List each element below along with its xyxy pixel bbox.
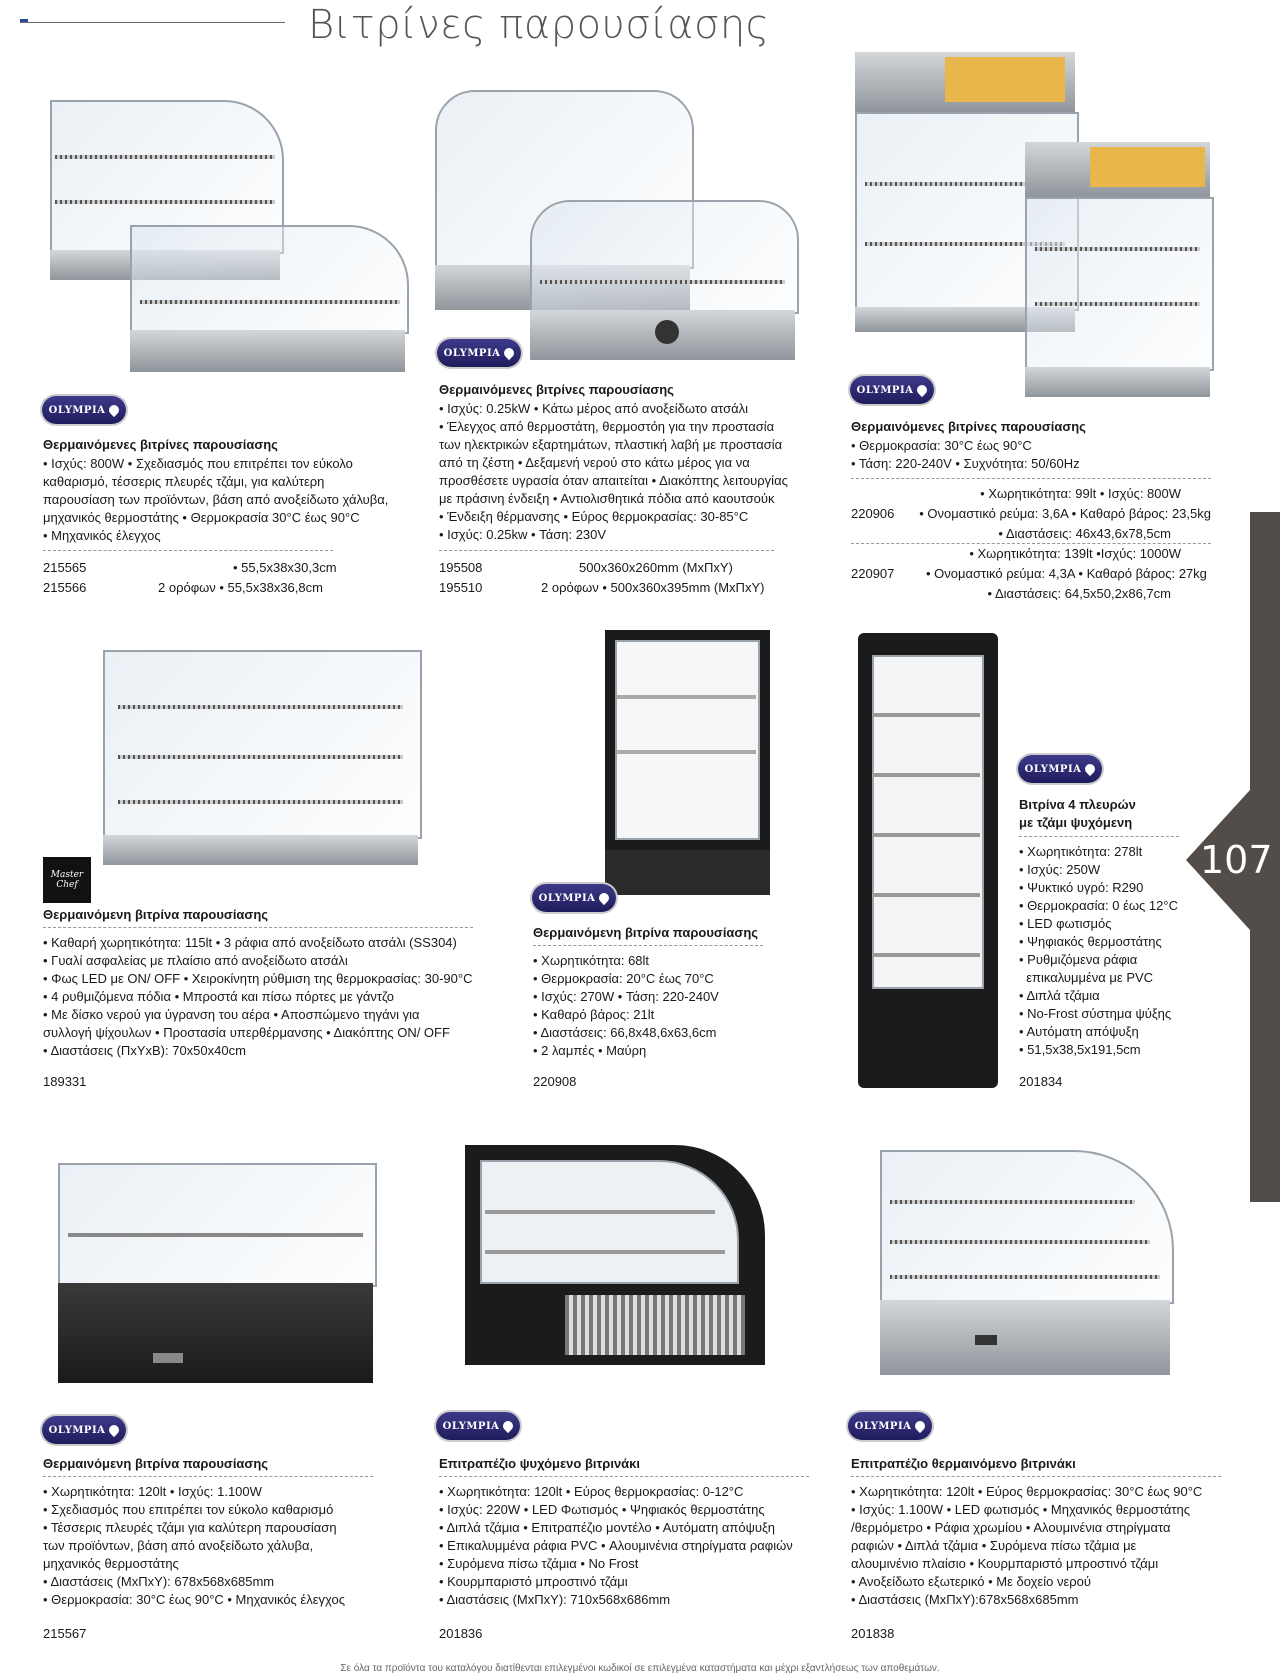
olympia-logo: OLYMPIA: [850, 376, 934, 404]
olympia-logo: OLYMPIA: [532, 884, 616, 912]
olympia-logo: OLYMPIA: [436, 1412, 520, 1440]
product-description: • Χωρητικότητα: 120lt • Εύρος θερμοκρασίας: 30°C έως 90°C • Ισχύς: 1.100W • LED φωτισμός • Μηχανικός θερμοστάτης /θερμόμετρο • Ράφια χρωμίου • Αλουμινένια στηρίγματα ραφιών • Διπλά τζάμια • Συρόμενα πίσω τζάμια με αλουμινένιο πλαίσιο • Κουρμπαριστό μπροστινό τζάμι • Ανοξείδωτο εξωτερικό • Με δοχείο νερού • Διαστάσεις (MxΠxY):678x568x685mm: [851, 1484, 1203, 1607]
product-title: Θερμαινόμενες βιτρίνες παρουσίασης: [43, 437, 278, 452]
product-image-3: [855, 52, 1215, 402]
product-image-4: [103, 650, 423, 875]
page-number: 107: [1200, 838, 1273, 882]
page-title: Βιτρίνες παρουσίασης: [308, 2, 770, 48]
product-code-row: 195508 500x360x260mm (MxΠxY): [439, 558, 733, 578]
divider: [43, 1476, 373, 1477]
product-code: 189331: [43, 1074, 87, 1089]
product-code: 220906: [851, 506, 895, 521]
olympia-logo: OLYMPIA: [1018, 755, 1102, 783]
product-code-row: 195510 2 ορόφων • 500x360x395mm (MxΠxY): [439, 578, 764, 598]
product-description: • Ισχύς: 0.25kW • Κάτω μέρος από ανοξείδωτο ατσάλι • Έλεγχος από θερμοστάτη, θερμοστόη για την προστασία των ηλεκτρικών εξαρτημάτων, πλαστική λαβή με προστασία από τη ζέστη • Δεξαμενή νερού στο κάτω μέρος για να προσθέσετε υγρασία όταν απαιτείται • Διακόπτης λειτουργίας με πράσινη ένδειξη • Αντιολισθητικά πόδια από καουτσούκ • Ένδειξη θέρμανσης • Εύρος θερμοκρασίας: 30-85°C • Ισχύς: 0.25kw • Τάση: 230V: [439, 401, 788, 542]
product-code: 215566: [43, 580, 87, 595]
product-image-7: [53, 1158, 378, 1403]
product-title: Θερμαινόμενες βιτρίνες παρουσίασης: [439, 382, 674, 397]
product-title: Επιτραπέζιο ψυχόμενο βιτρινάκι: [439, 1456, 641, 1471]
divider: [851, 1476, 1221, 1477]
product-code: 195510: [439, 580, 483, 595]
product-description: • Χωρητικότητα: 278lt • Ισχύς: 250W • Ψυκτικό υγρό: R290 • Θερμοκρασία: 0 έως 12°C • LED φωτισμός • Ψηφιακός θερμοστάτης • Ρυθμιζόμενα ράφια επικαλυμμένα με PVC • Διπλά τζάμια • No-Frost σύστημα ψύξης • Αυτόματη απόψυξη • 51,5x38,5x191,5cm: [1019, 844, 1178, 1057]
product-description: • Καθαρή χωρητικότητα: 115lt • 3 ράφια από ανοξείδωτο ατσάλι (SS304) • Γυαλί ασφαλείας με πλαίσιο από ανοξείδωτο ατσάλι • Φως LED με ON/ OFF • Χειροκίνητη ρύθμιση της θερμοκρασίας: 30-90°C • 4 ρυθμιζόμενα πόδια • Μπροστά και πίσω πόρτες με γάντζο • Με δίσκο νερού για ύγρανση του αέρα • Αποσπώμενο τηγάνι για συλλογή ψίχουλων • Προστασία υπερθέρμανσης • Διακόπτης ON/ OFF • Διαστάσεις (ΠxYxB): 70x50x40cm: [43, 935, 473, 1058]
product-description: • Χωρητικότητα: 68lt • Θερμοκρασία: 20°C έως 70°C • Ισχύς: 270W • Τάση: 220-240V • Καθαρό βάρος: 21lt • Διαστάσεις: 66,8x48,6x63,6cm • 2 λαμπές • Μαύρη: [533, 953, 719, 1058]
product-code: 201838: [851, 1626, 895, 1641]
product-description: • Χωρητικότητα: 120lt • Εύρος θερμοκρασίας: 0-12°C • Ισχύς: 220W • LED Φωτισμός • Ψηφιακός θερμοστάτης • Διπλά τζάμια • Επιτραπέζιο μοντέλο • Αυτόματη απόψυξη • Επικαλυμμένα ράφια PVC • Αλουμινένια στηρίγματα ραφιών • Συρόμενα πίσω τζάμια • No Frost • Κουρμπαριστό μπροστινό τζάμι • Διαστάσεις (MxΠxY): 710x568x686mm: [439, 1484, 793, 1607]
product-title: Θερμαινόμενη βιτρίνα παρουσίασης: [43, 907, 269, 922]
product-code: 220907: [851, 566, 895, 581]
divider: [851, 478, 1211, 479]
product-image-8: [465, 1145, 780, 1385]
product-title: Θερμαινόμενη βιτρίνα παρουσίασης: [533, 925, 759, 940]
product-description: • Θερμοκρασία: 30°C έως 90°C • Τάση: 220-240V • Συχνότητα: 50/60Hz: [851, 438, 1080, 471]
product-image-9: [875, 1145, 1195, 1390]
olympia-logo: OLYMPIA: [848, 1412, 932, 1440]
masterchef-logo: Master Chef: [43, 857, 91, 903]
divider: [1019, 836, 1179, 837]
footer-disclaimer: Σε όλα τα προϊόντα του καταλόγου διατίθενται επιλεγμένοι κωδικοί σε επιλεγμένα καταστήματα και μέχρι εξαντλήσεως των αποθεμάτων.: [340, 1663, 940, 1674]
olympia-logo: OLYMPIA: [42, 1416, 126, 1444]
divider: [439, 1476, 809, 1477]
product-title: Θερμαινόμενη βιτρίνα παρουσίασης: [43, 1456, 269, 1471]
divider: [439, 550, 774, 551]
product-code-row: 215565 • 55,5x38x30,3cm: [43, 558, 337, 578]
product-image-2: [430, 85, 805, 365]
product-code-row: • Χωρητικότητα: 99lt • Ισχύς: 800W 220906 • Ονομαστικό ρεύμα: 3,6A • Καθαρό βάρος: 23,5kg • Διαστάσεις: 46x43,6x78,5cm: [851, 486, 1211, 541]
product-code: 215565: [43, 560, 87, 575]
product-title: Βιτρίνα 4 πλευρών με τζάμι ψυχόμενη: [1019, 797, 1136, 830]
product-code-row: 215566 2 ορόφων • 55,5x38x36,8cm: [43, 578, 323, 598]
product-code: 195508: [439, 560, 483, 575]
product-title: Επιτραπέζιο θερμαινόμενο βιτρινάκι: [851, 1456, 1076, 1471]
product-description: • Ισχύς: 800W • Σχεδιασμός που επιτρέπει τον εύκολο καθαρισμό, τέσσερις πλευρές τζάμι, για καλύτερη παρουσίαση των προϊόντων, βάση από ανοξείδωτο χάλυβα, μηχανικός θερμοστάτης • Θερμοκρασία 30°C έως 90°C • Μηχανικός έλεγχος: [43, 456, 389, 543]
product-description: • Χωρητικότητα: 120lt • Ισχύς: 1.100W • Σχεδιασμός που επιτρέπει τον εύκολο καθαρισμό • Τέσσερις πλευρές τζάμι για καλύτερη παρουσίαση των προϊόντων, βάση από ανοξείδωτο χάλυβα, μηχανικός θερμοστάτης • Διαστάσεις (MxΠxY): 678x568x685mm • Θερμοκρασία: 30°C έως 90°C • Μηχανικός έλεγχος: [43, 1484, 345, 1607]
divider: [43, 927, 473, 928]
product-image-6: [858, 633, 1003, 1093]
divider: [43, 550, 333, 551]
product-code: 220908: [533, 1074, 577, 1089]
product-code: 201834: [1019, 1074, 1063, 1089]
divider: [533, 945, 763, 946]
product-title: Θερμαινόμενες βιτρίνες παρουσίασης: [851, 419, 1086, 434]
product-code-row: • Χωρητικότητα: 139lt •Ισχύς: 1000W 220907 • Ονομαστικό ρεύμα: 4,3A • Καθαρό βάρος: 27kg • Διαστάσεις: 64,5x50,2x86,7cm: [851, 546, 1207, 601]
olympia-logo: OLYMPIA: [42, 396, 126, 424]
product-code: 201836: [439, 1626, 483, 1641]
header-rule: [20, 22, 285, 23]
product-code: 215567: [43, 1626, 87, 1641]
olympia-logo: OLYMPIA: [437, 339, 521, 367]
product-image-1: [45, 100, 410, 410]
product-image-5: [605, 630, 775, 900]
